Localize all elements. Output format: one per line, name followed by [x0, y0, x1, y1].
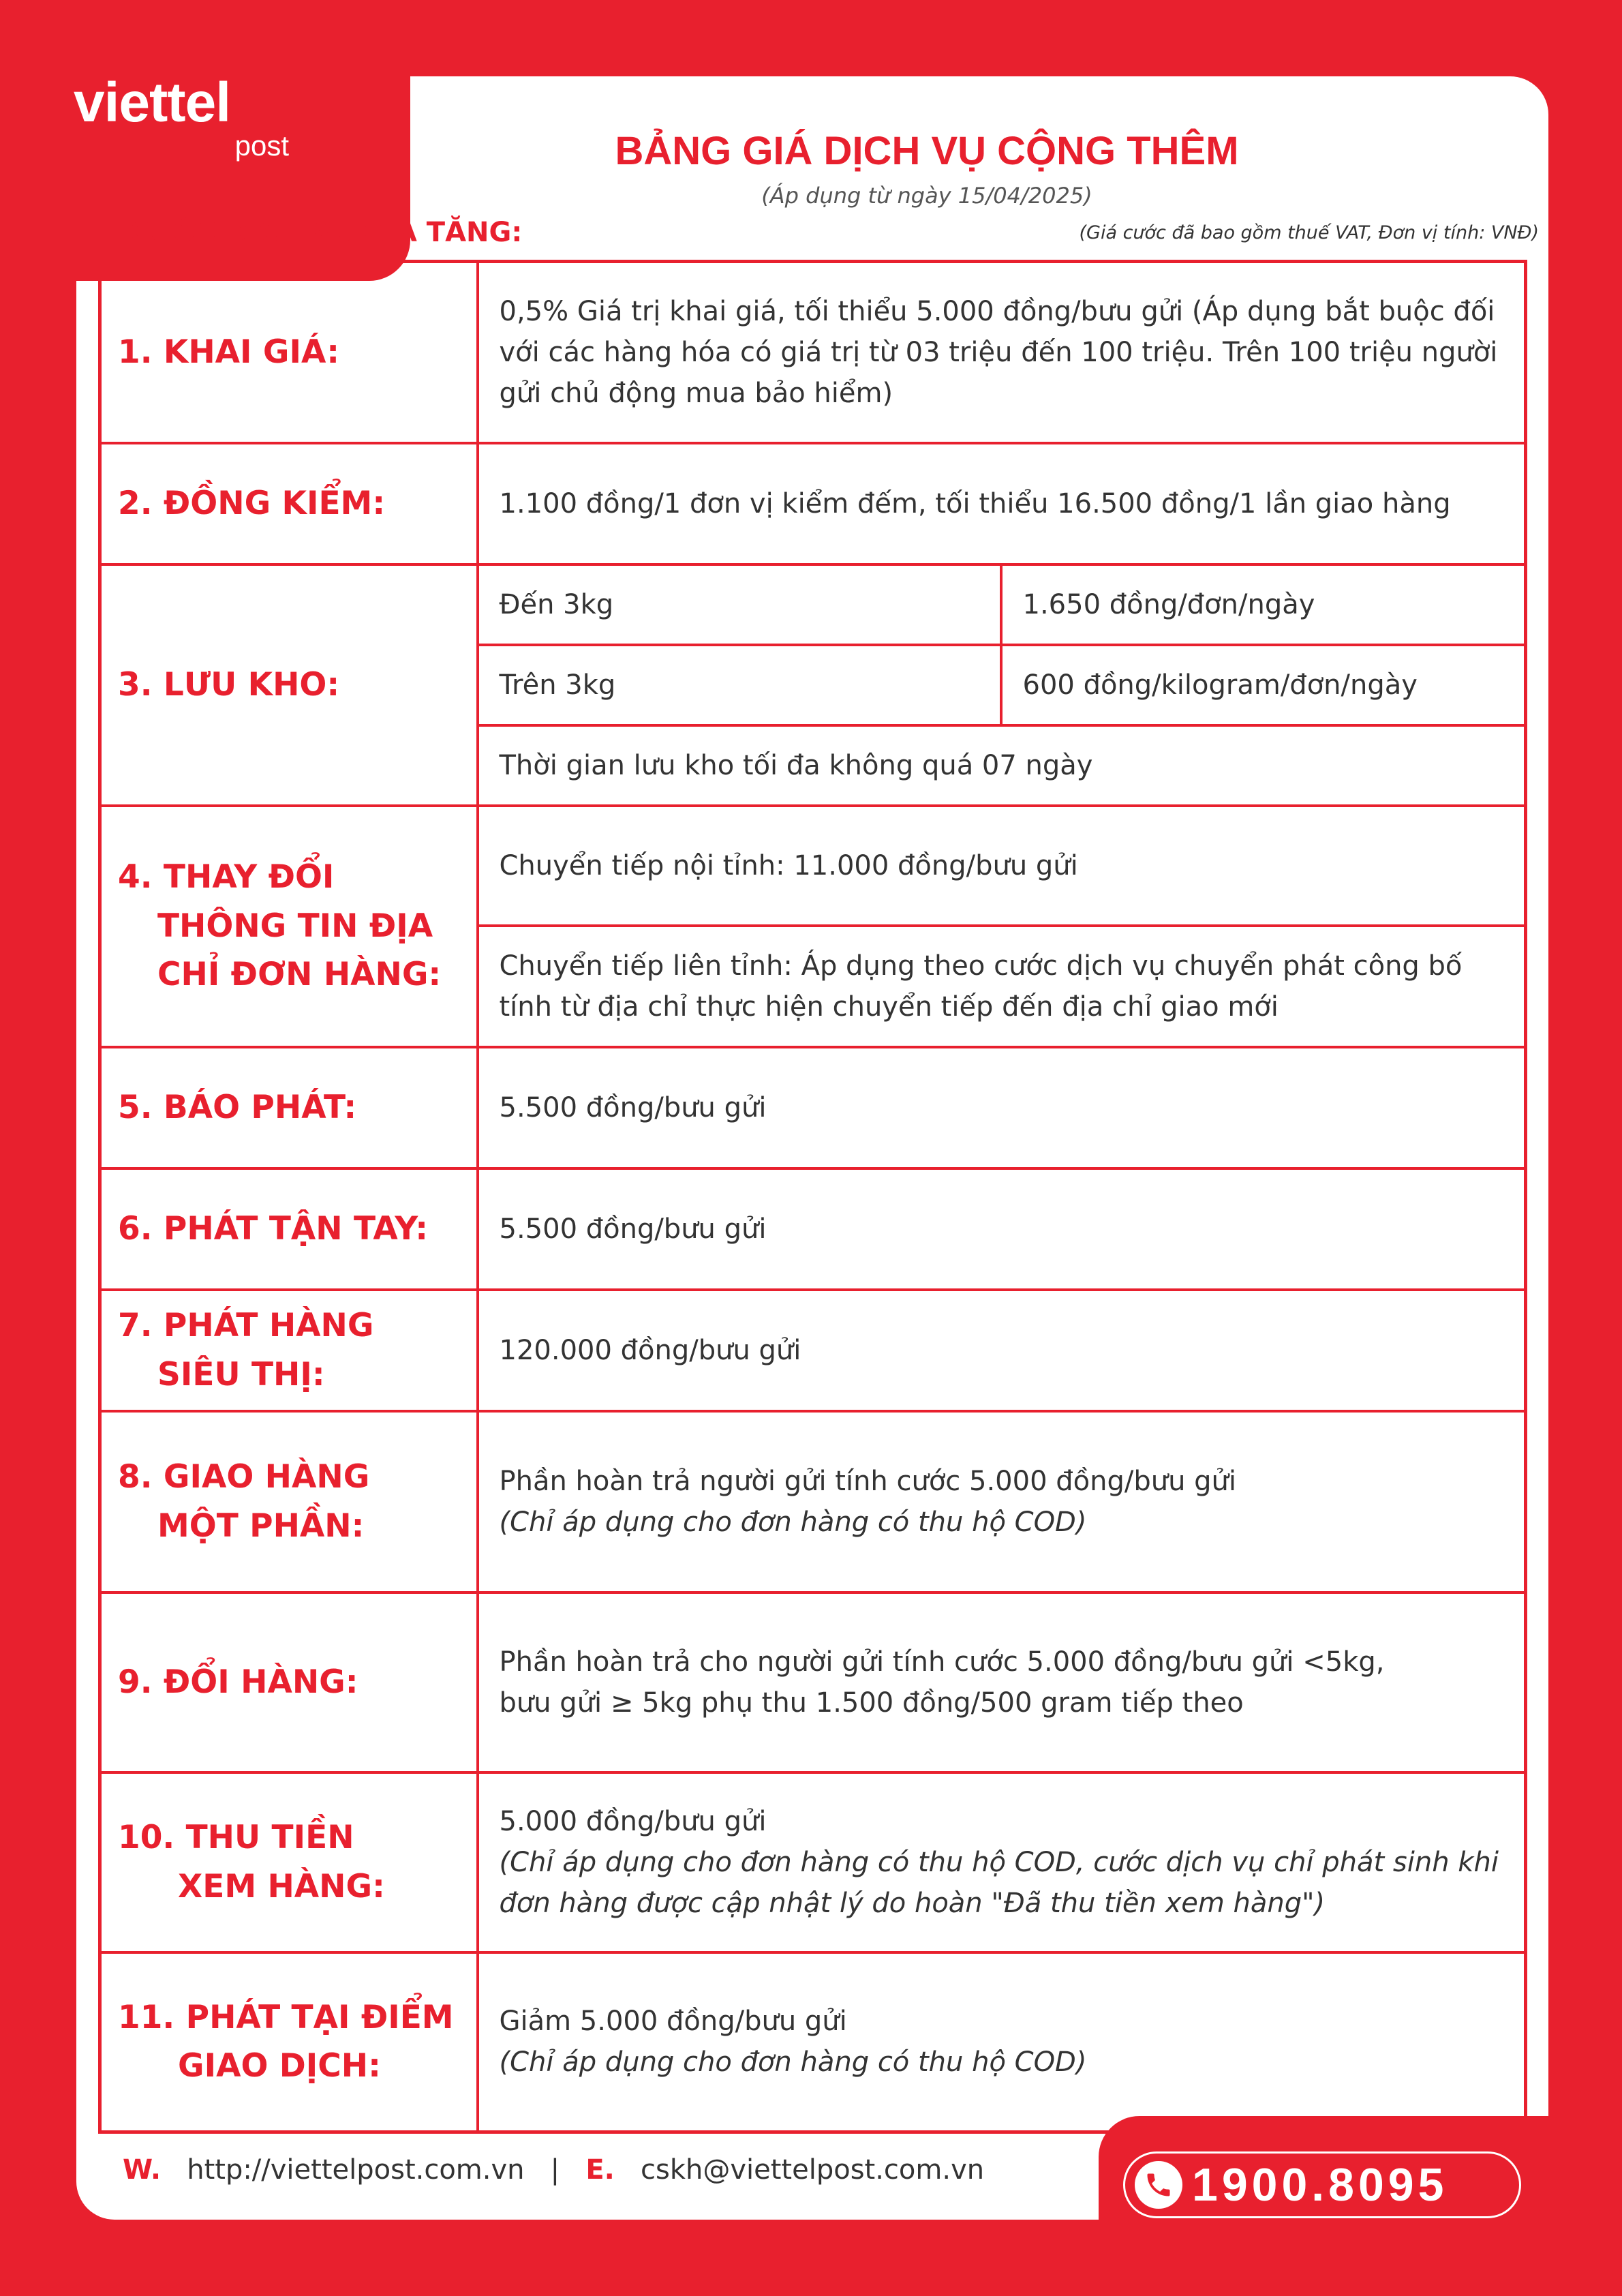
page-subtitle: (Áp dụng từ ngày 15/04/2025): [761, 183, 1092, 209]
page-title: BẢNG GIÁ DỊCH VỤ CỘNG THÊM: [615, 129, 1239, 173]
row-value: Thời gian lưu kho tối đa không quá 07 ngày: [478, 725, 1526, 806]
phone-icon: [1135, 2161, 1182, 2209]
row-value: Chuyển tiếp nội tỉnh: 11.000 đồng/bưu gửi: [478, 806, 1526, 926]
hotline-badge[interactable]: [1123, 2151, 1521, 2218]
footer-contact: [123, 2154, 984, 2186]
table-row: [100, 1047, 1526, 1168]
section-title: I. CƯỚC DỊCH VỤ GIA TĂNG:: [100, 217, 523, 248]
row-label: 7. PHÁT HÀNG SIÊU THỊ:: [100, 1290, 478, 1411]
row-value: Phần hoàn trả người gửi tính cước 5.000 đồng/bưu gửi (Chỉ áp dụng cho đơn hàng có thu hộ COD): [478, 1411, 1526, 1592]
table-row: [100, 1592, 1526, 1772]
row-label: 4. THAY ĐỔI THÔNG TIN ĐỊA CHỈ ĐƠN HÀNG:: [100, 806, 478, 1047]
table-row: [100, 1411, 1526, 1592]
price-table: [98, 260, 1527, 2134]
row-label: 5. BÁO PHÁT:: [100, 1047, 478, 1168]
website-prefix: W.: [123, 2154, 162, 2186]
email-prefix: E.: [585, 2154, 615, 2186]
row-label: 2. ĐỒNG KIỂM:: [100, 443, 478, 564]
row-label: 10. THU TIỀN XEM HÀNG:: [100, 1772, 478, 1952]
row-value: 0,5% Giá trị khai giá, tối thiểu 5.000 đồng/bưu gửi (Áp dụng bắt buộc đối với các hàng hóa có giá trị từ 03 triệu đến 100 triệu. Trên 100 triệu người gửi chủ động mua bảo hiểm): [478, 262, 1526, 443]
row-value: 120.000 đồng/bưu gửi: [478, 1290, 1526, 1411]
vat-note: (Giá cước đã bao gồm thuế VAT, Đơn vị tính: VNĐ): [1079, 222, 1539, 243]
row-value: 1.100 đồng/1 đơn vị kiểm đếm, tối thiểu 16.500 đồng/1 lần giao hàng: [478, 443, 1526, 564]
logo-brand: viettel: [74, 72, 230, 134]
viettel-post-logo: [74, 72, 292, 162]
table-row: [100, 1772, 1526, 1952]
weight-cell: Trên 3kg: [478, 645, 1001, 725]
table-row: [100, 443, 1526, 564]
row-value: Chuyển tiếp liên tỉnh: Áp dụng theo cước dịch vụ chuyển phát công bố tính từ địa chỉ thực hiện chuyển tiếp đến địa chỉ giao mới: [478, 926, 1526, 1047]
hotline-number: 1900.8095: [1192, 2159, 1448, 2211]
row-value: Phần hoàn trả cho người gửi tính cước 5.000 đồng/bưu gửi <5kg, bưu gửi ≥ 5kg phụ thu 1.500 đồng/500 gram tiếp theo: [478, 1592, 1526, 1772]
row-label: 11. PHÁT TẠI ĐIỂM GIAO DỊCH:: [100, 1952, 478, 2132]
table-row: [100, 1952, 1526, 2132]
footer-separator: |: [550, 2154, 560, 2186]
row-value: 5.500 đồng/bưu gửi: [478, 1168, 1526, 1290]
table-row: [100, 1168, 1526, 1290]
row-value: 5.000 đồng/bưu gửi (Chỉ áp dụng cho đơn hàng có thu hộ COD, cước dịch vụ chỉ phát sinh khi đơn hàng được cập nhật lý do hoàn "Đã thu tiền xem hàng"): [478, 1772, 1526, 1952]
row-label: 9. ĐỔI HÀNG:: [100, 1592, 478, 1772]
row-label: 8. GIAO HÀNG MỘT PHẦN:: [100, 1411, 478, 1592]
table-row: [100, 1290, 1526, 1411]
website-link[interactable]: http://viettelpost.com.vn: [187, 2154, 525, 2186]
row-label: 3. LƯU KHO:: [100, 564, 478, 806]
row-value: Giảm 5.000 đồng/bưu gửi (Chỉ áp dụng cho đơn hàng có thu hộ COD): [478, 1952, 1526, 2132]
logo-sub: post: [234, 130, 289, 162]
row-value: 5.500 đồng/bưu gửi: [478, 1047, 1526, 1168]
row-label: 6. PHÁT TẬN TAY:: [100, 1168, 478, 1290]
price-cell: 1.650 đồng/đơn/ngày: [1001, 564, 1526, 645]
row-label: 1. KHAI GIÁ:: [100, 262, 478, 443]
table-row: [100, 564, 1526, 645]
weight-cell: Đến 3kg: [478, 564, 1001, 645]
email-link[interactable]: cskh@viettelpost.com.vn: [641, 2154, 985, 2186]
price-cell: 600 đồng/kilogram/đơn/ngày: [1001, 645, 1526, 725]
table-row: [100, 806, 1526, 926]
table-row: [100, 262, 1526, 443]
